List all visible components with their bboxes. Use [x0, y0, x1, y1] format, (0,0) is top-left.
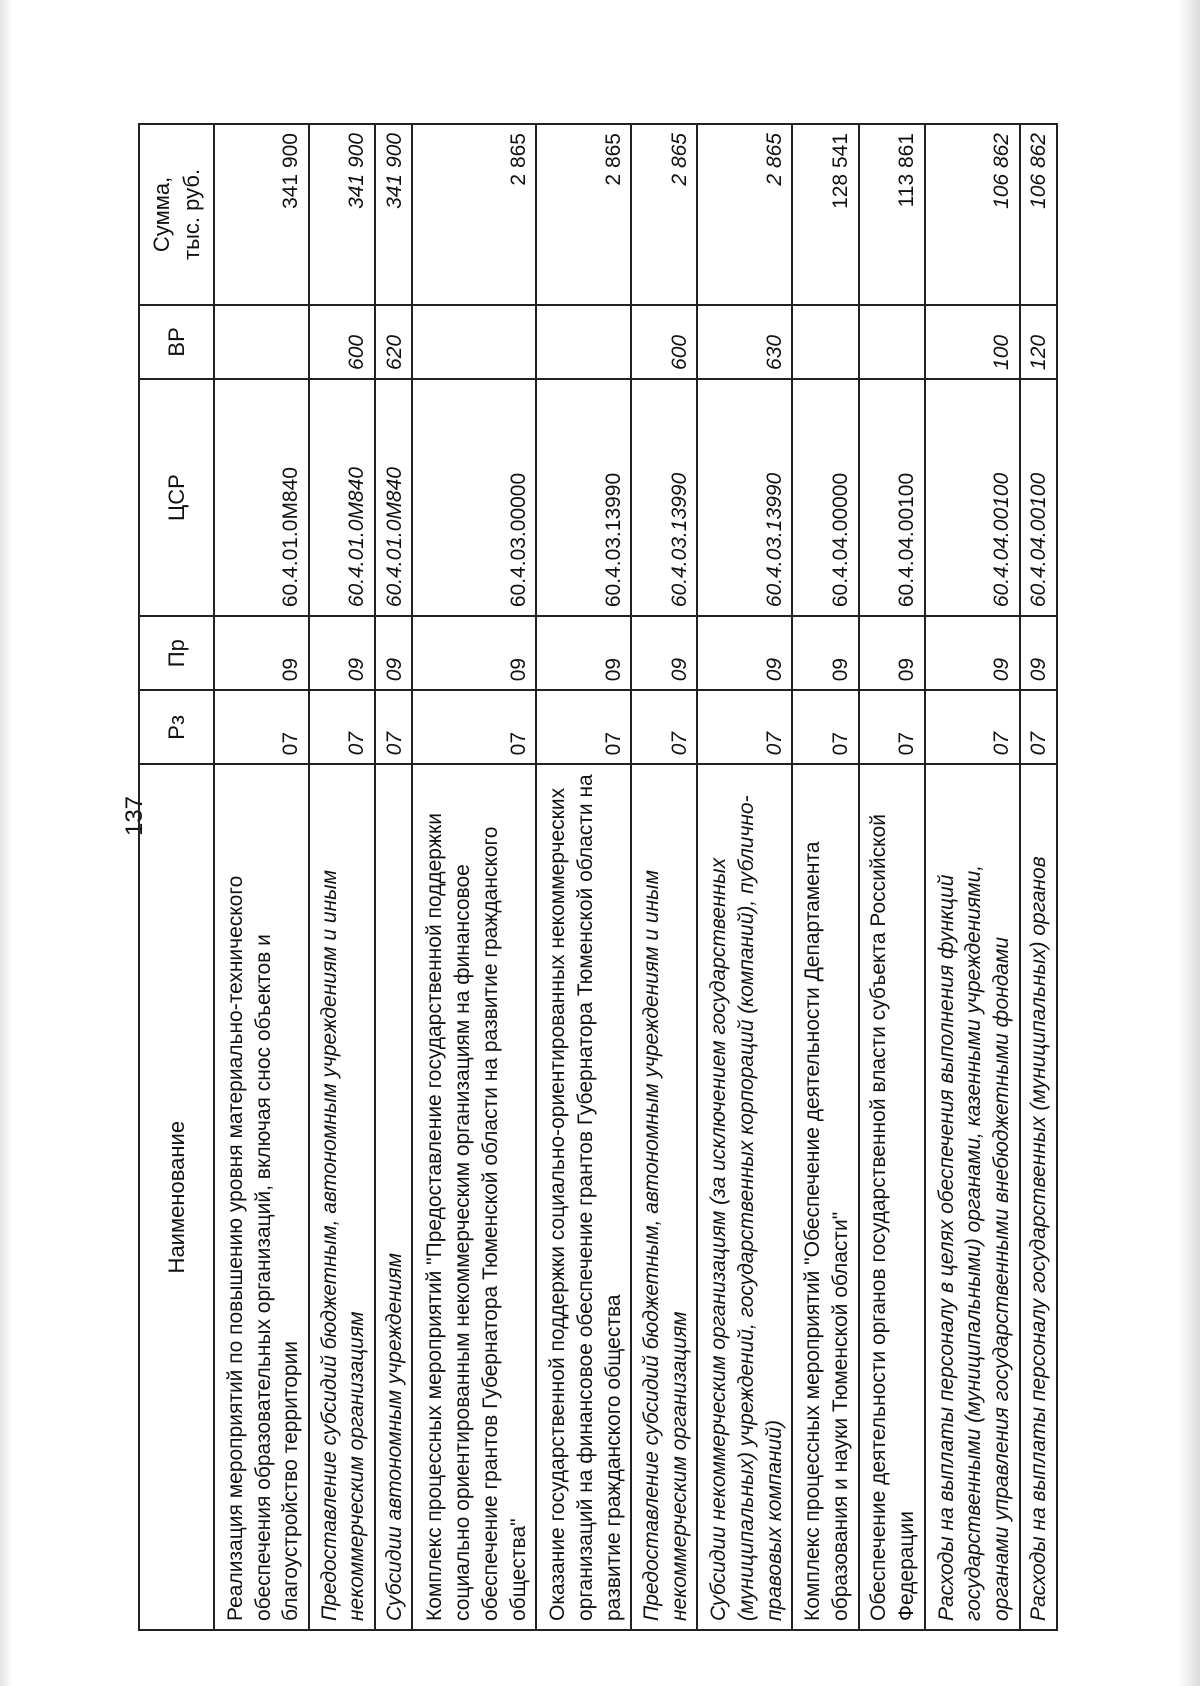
- cell-vr: 630: [697, 305, 792, 379]
- cell-rz: 07: [309, 690, 375, 764]
- cell-sum: 106 862: [1020, 124, 1057, 305]
- cell-name: Комплекс процессных мероприятий "Предоставление государственной поддержки социально ориентированным некоммерческим организациям на финансовое обеспечение грантов Губернатора Тюменской области на развитие гражданского общества": [412, 764, 536, 1630]
- cell-csr: 60.4.03.13990: [536, 379, 631, 616]
- cell-name: Субсидии автономным учреждениям: [375, 764, 412, 1630]
- scan-edge-right: [1178, 0, 1200, 1686]
- cell-sum: 341 900: [309, 124, 375, 305]
- table-row: [375, 124, 412, 1630]
- cell-vr: 100: [925, 305, 1020, 379]
- cell-vr: [536, 305, 631, 379]
- cell-csr: 60.4.04.00100: [925, 379, 1020, 616]
- cell-vr: 600: [631, 305, 697, 379]
- cell-rz: 07: [1020, 690, 1057, 764]
- cell-name: Обеспечение деятельности органов государственной власти субъекта Российской Федерации: [859, 764, 925, 1630]
- cell-vr: [412, 305, 536, 379]
- header-sum-line2: тыс. руб.: [178, 168, 204, 260]
- cell-pr: 09: [925, 616, 1020, 690]
- cell-csr: 60.4.03.13990: [697, 379, 792, 616]
- table-row: [412, 124, 536, 1630]
- cell-pr: 09: [536, 616, 631, 690]
- header-rz: Рз: [139, 690, 214, 764]
- cell-pr: 09: [631, 616, 697, 690]
- cell-sum: 2 865: [412, 124, 536, 305]
- cell-name: Расходы на выплаты персоналу в целях обеспечения выполнения функций государственными (муниципальными) органами, казенными учреждениями, органами управления государственными внебюджетными фондами: [925, 764, 1020, 1630]
- rotated-table-frame: [138, 123, 1058, 1631]
- header-sum-line1: Сумма,: [149, 176, 175, 253]
- budget-table: [138, 123, 1058, 1631]
- cell-pr: 09: [792, 616, 858, 690]
- cell-rz: 07: [859, 690, 925, 764]
- cell-rz: 07: [631, 690, 697, 764]
- header-sum: [139, 124, 214, 305]
- table-header-row: [139, 124, 214, 1630]
- header-pr: Пр: [139, 616, 214, 690]
- cell-rz: 07: [925, 690, 1020, 764]
- scan-edge-left: [0, 0, 12, 1686]
- cell-pr: 09: [309, 616, 375, 690]
- cell-csr: 60.4.01.0М840: [309, 379, 375, 616]
- cell-vr: [214, 305, 309, 379]
- cell-rz: 07: [536, 690, 631, 764]
- table-row: [214, 124, 309, 1630]
- table-row: [859, 124, 925, 1630]
- rotated-table-container: [138, 123, 1058, 1631]
- cell-csr: 60.4.01.0М840: [375, 379, 412, 616]
- cell-csr: 60.4.03.00000: [412, 379, 536, 616]
- table-row: [1020, 124, 1057, 1630]
- cell-name: Субсидии некоммерческим организациям (за исключением государственных (муниципальных) учреждений, государственных корпораций (компаний), публично-правовых компаний): [697, 764, 792, 1630]
- cell-name: Расходы на выплаты персоналу государственных (муниципальных) органов: [1020, 764, 1057, 1630]
- cell-pr: 09: [859, 616, 925, 690]
- cell-pr: 09: [375, 616, 412, 690]
- cell-pr: 09: [697, 616, 792, 690]
- cell-sum: 2 865: [697, 124, 792, 305]
- cell-sum: 128 541: [792, 124, 858, 305]
- cell-pr: 09: [1020, 616, 1057, 690]
- cell-csr: 60.4.04.00100: [859, 379, 925, 616]
- cell-csr: 60.4.04.00100: [1020, 379, 1057, 616]
- cell-rz: 07: [375, 690, 412, 764]
- cell-vr: [792, 305, 858, 379]
- cell-name: Реализация мероприятий по повышению уровня материально-технического обеспечения образовательных организаций, включая снос объектов и благоустройство территории: [214, 764, 309, 1630]
- cell-name: Предоставление субсидий бюджетным, автономным учреждениям и иным некоммерческим организациям: [631, 764, 697, 1630]
- cell-rz: 07: [792, 690, 858, 764]
- cell-csr: 60.4.01.0М840: [214, 379, 309, 616]
- table-body: [214, 124, 1057, 1630]
- cell-vr: 620: [375, 305, 412, 379]
- table-row: [309, 124, 375, 1630]
- table-row: [536, 124, 631, 1630]
- table-row: [631, 124, 697, 1630]
- cell-rz: 07: [214, 690, 309, 764]
- table-row: [697, 124, 792, 1630]
- cell-vr: [859, 305, 925, 379]
- cell-rz: 07: [412, 690, 536, 764]
- cell-vr: 600: [309, 305, 375, 379]
- cell-csr: 60.4.03.13990: [631, 379, 697, 616]
- cell-pr: 09: [214, 616, 309, 690]
- page-number: 137: [121, 795, 149, 837]
- cell-sum: 106 862: [925, 124, 1020, 305]
- cell-sum: 341 900: [214, 124, 309, 305]
- cell-sum: 2 865: [536, 124, 631, 305]
- cell-pr: 09: [412, 616, 536, 690]
- cell-name: Оказание государственной поддержки социально-ориентированных некоммерческих организаций на финансовое обеспечение грантов Губернатора Тюменской области на развитие гражданского общества: [536, 764, 631, 1630]
- cell-vr: 120: [1020, 305, 1057, 379]
- table-row: [925, 124, 1020, 1630]
- cell-sum: 2 865: [631, 124, 697, 305]
- table-row: [792, 124, 858, 1630]
- header-vr: ВР: [139, 305, 214, 379]
- cell-csr: 60.4.04.00000: [792, 379, 858, 616]
- header-name: Наименование: [139, 764, 214, 1630]
- cell-rz: 07: [697, 690, 792, 764]
- cell-sum: 341 900: [375, 124, 412, 305]
- cell-name: Комплекс процессных мероприятий "Обеспечение деятельности Департамента образования и науки Тюменской области": [792, 764, 858, 1630]
- cell-name: Предоставление субсидий бюджетным, автономным учреждениям и иным некоммерческим организациям: [309, 764, 375, 1630]
- cell-sum: 113 861: [859, 124, 925, 305]
- header-csr: ЦСР: [139, 379, 214, 616]
